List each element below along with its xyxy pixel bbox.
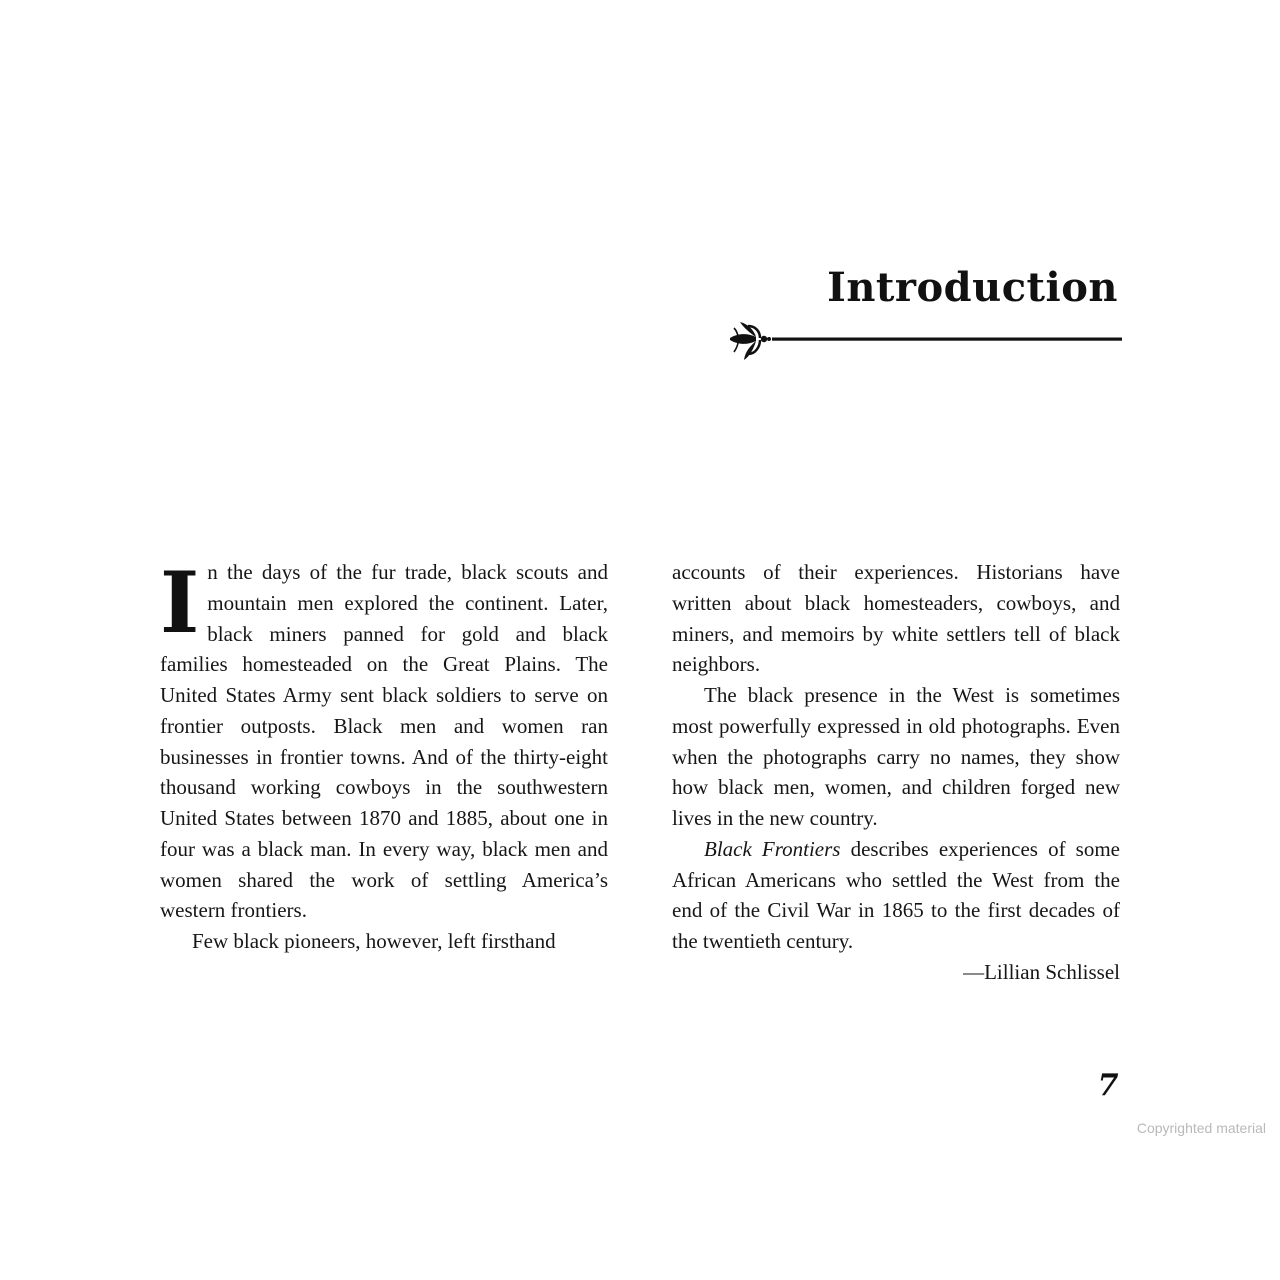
fleuron-rule-icon	[726, 316, 1122, 364]
paragraph-3: The black presence in the West is sometimes most powerfully expressed in old photographs. Even when the photographs carry no names, they show how black men, women, and children forged new lives in the new country.	[672, 683, 1120, 830]
chapter-title: Introduction	[827, 264, 1118, 311]
drop-cap: I	[160, 553, 200, 652]
paragraph-4-text: describes experiences of some African Americans who settled the West from the end of the Civil War in 1865 to the first decades of the twentieth century.	[672, 836, 1121, 953]
paragraph-2-first-line: Few black pioneers, however, left firsthand	[192, 929, 556, 953]
paragraph-1	[160, 553, 608, 926]
text-column-right	[672, 557, 1120, 988]
paragraph-2-continued: accounts of their experiences. Historians have written about black homesteaders, cowboys, and miners, and memoirs by white settlers tell of black neighbors.	[672, 560, 1120, 677]
paragraph-2-start	[160, 926, 608, 957]
page-number: 7	[1097, 1068, 1119, 1103]
paragraph-4	[672, 834, 1120, 957]
book-title-italic: Black Frontiers	[704, 836, 841, 861]
author-signature: —Lillian Schlissel	[963, 959, 1120, 984]
copyright-notice: Copyrighted material	[1136, 1120, 1266, 1136]
text-column-left	[160, 553, 608, 957]
paragraph-1-text: n the days of the fur trade, black scouts and mountain men explored the continent. Later, black miners panned for gold and black families homesteaded on the Great Plains. The United States Army sent black soldiers to serve on frontier outposts. Black men and women ran businesses in frontier towns. And of the thirty-eight thousand working cowboys in the southwestern United States between 1870 and 1885, about one in four was a black man. In every way, black men and women shared the work of settling America’s western frontiers.	[160, 560, 608, 923]
